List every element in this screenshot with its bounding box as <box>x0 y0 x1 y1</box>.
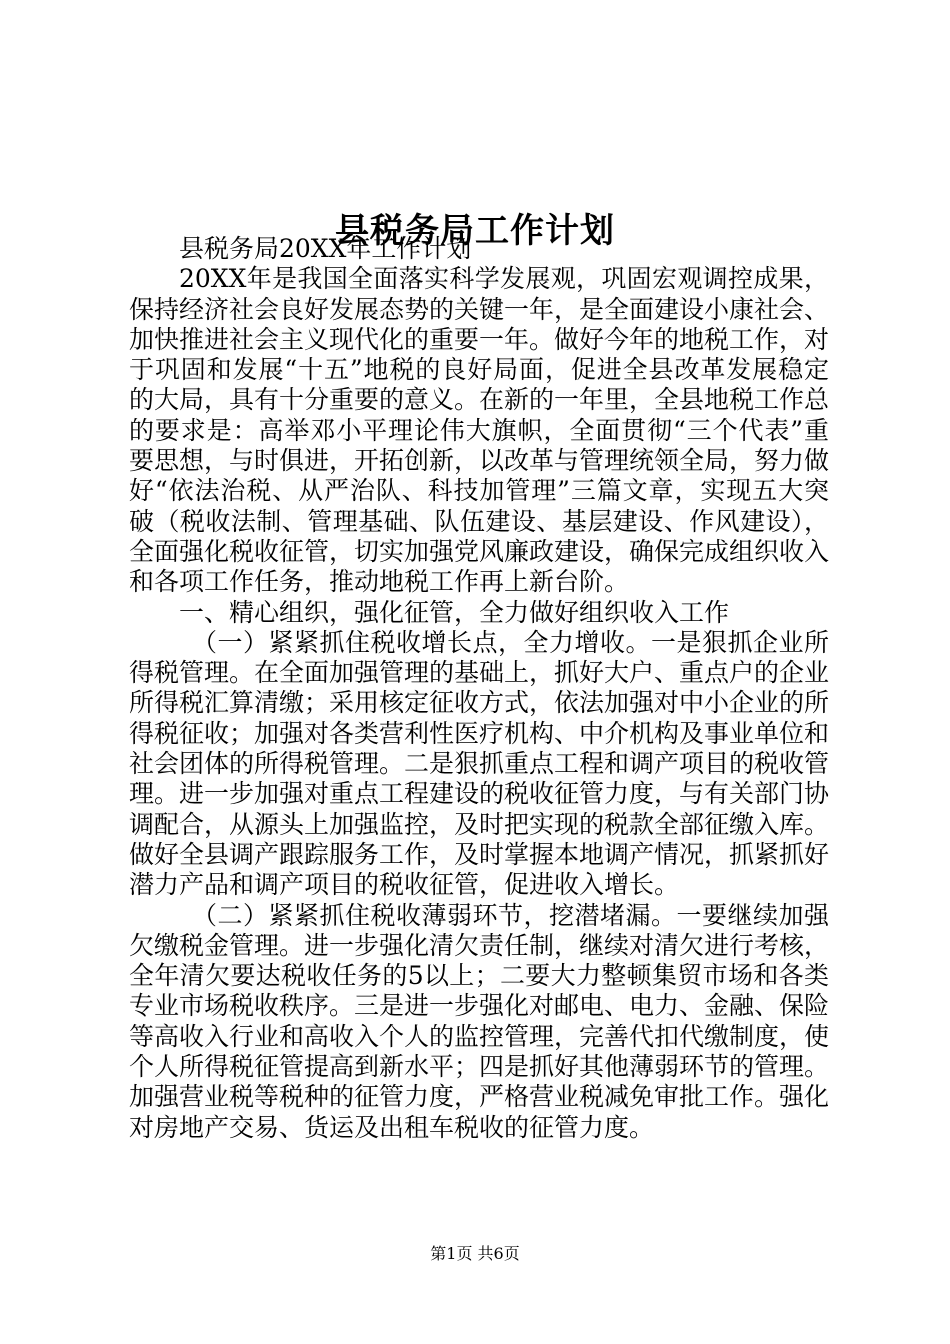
page-footer: 第1页 共6页 <box>430 1244 520 1263</box>
subtitle-paragraph: 县税务局20XX年工作计划 <box>179 234 472 263</box>
section-paragraph-2: （二）紧紧抓住税收薄弱环节，挖潜堵漏。一要继续加强欠缴税金管理。进一步强化清欠责任制，继续对清欠进行考核，全年清欠要达税收任务的5以上；二要大力整顿集贸市场和各类专业市场税收秩序。三是进一步强化对邮电、电力、金融、保险等高收入行业和高收入个人的监控管理，完善代扣代缴制度，使个人所得税征管提高到新水平；四是抓好其他薄弱环节的管理。加强营业税等税种的征管力度，严格营业税减免审批工作。强化对房地产交易、货运及出租车税收的征管力度。 <box>129 900 830 1142</box>
document-title: 县税务局工作计划 <box>335 210 615 251</box>
intro-paragraph: 20XX年是我国全面落实科学发展观，巩固宏观调控成果，保持经济社会良好发展态势的关键一年，是全面建设小康社会、加快推进社会主义现代化的重要一年。做好今年的地税工作，对于巩固和发展“十五”地税的良好局面，促进全县改革发展稳定的大局，具有十分重要的意义。在新的一年里，全县地税工作总的要求是：高举邓小平理论伟大旗帜，全面贯彻“三个代表”重要思想，与时俱进，开拓创新，以改革与管理统领全局，努力做好“依法治税、从严治队、科技加管理”三篇文章，实现五大突破（税收法制、管理基础、队伍建设、基层建设、作风建设），全面强化税收征管，切实加强党风廉政建设，确保完成组织收入和各项工作任务，推动地税工作再上新台阶。 <box>129 264 830 597</box>
document-body <box>129 234 829 1143</box>
section-paragraph-1: （一）紧紧抓住税收增长点，全力增收。一是狠抓企业所得税管理。在全面加强管理的基础上，抓好大户、重点户的企业所得税汇算清缴；采用核定征收方式，依法加强对中小企业的所得税征收；加强对各类营利性医疗机构、中介机构及事业单位和社会团体的所得税管理。二是狠抓重点工程和调产项目的税收管理。进一步加强对重点工程建设的税收征管力度，与有关部门协调配合，从源头上加强监控，及时把实现的税款全部征缴入库。做好全县调产跟踪服务工作，及时掌握本地调产情况，抓紧抓好潜力产品和调产项目的税收征管，促进收入增长。 <box>129 627 830 900</box>
section-heading: 一、精心组织，强化征管，全力做好组织收入工作 <box>179 597 730 627</box>
